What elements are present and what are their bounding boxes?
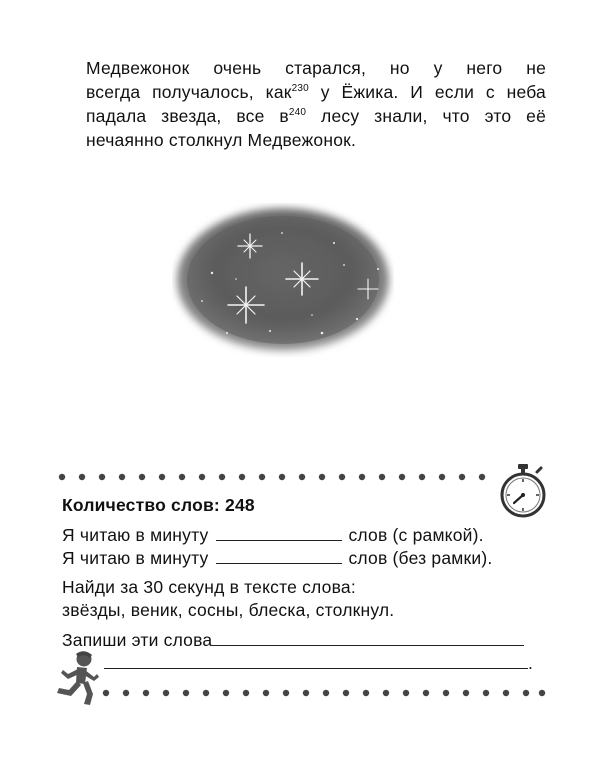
running-child-icon <box>54 650 100 708</box>
word-count-marker: 240 <box>288 107 307 118</box>
dotted-divider <box>58 473 498 481</box>
story-line: Медвежонок очень старался, но у него не <box>86 58 546 78</box>
write-blank[interactable] <box>104 652 528 669</box>
story-text <box>86 56 546 152</box>
dotted-divider <box>102 689 546 697</box>
find-words-list: звёзды, веник, сосны, блеска, столкнул. <box>62 600 395 620</box>
word-count: Количество слов: 248 <box>62 495 255 515</box>
story-line: нечаянно столкнул Медвежонок. <box>86 130 357 150</box>
write-words-line-2: . <box>104 652 533 674</box>
word-count-marker: 230 <box>291 83 309 94</box>
reading-speed-without-frame: Я читаю в минуту слов (без рамки). <box>62 548 493 568</box>
story-line: всегда получалось, как$^{230}$ у Ёжика. И если с неба <box>86 82 546 102</box>
find-instruction: Найди за 30 секунд в тексте слова: <box>62 577 356 597</box>
reading-speed-with-frame: Я читаю в минуту слов (с рамкой). <box>62 525 484 545</box>
write-blank[interactable] <box>212 629 524 646</box>
story-line: падала звезда, все $в^{240}$ лесу знали, что это её <box>86 106 547 126</box>
night-sky-illustration <box>172 203 394 357</box>
reading-speed-blank[interactable] <box>216 547 342 564</box>
reading-speed-blank[interactable] <box>216 524 342 541</box>
stopwatch-icon <box>496 462 550 518</box>
write-words-line: Запиши эти слова <box>62 629 524 651</box>
